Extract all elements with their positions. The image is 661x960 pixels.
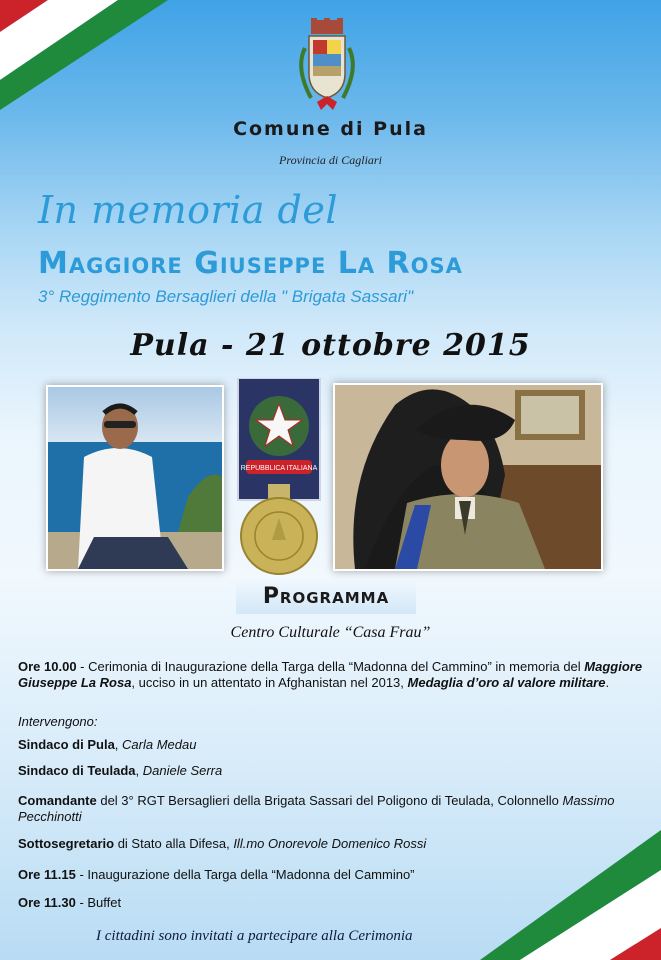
venue-name: Centro Culturale “Casa Frau” bbox=[230, 624, 431, 641]
sottosegretario-name: Ill.mo Onorevole Domenico Rossi bbox=[233, 836, 427, 851]
item-comandante bbox=[18, 793, 648, 825]
item-ore-10-text-2: , ucciso in un attentato in Afghanistan nel 2013, bbox=[131, 675, 408, 690]
sindaco-pula-sep: , bbox=[114, 737, 123, 752]
item-sottosegretario bbox=[18, 836, 648, 852]
item-sindaco-pula bbox=[18, 737, 648, 753]
item-sindaco-teulada bbox=[18, 763, 648, 779]
sottosegretario-text: di Stato alla Difesa, bbox=[114, 836, 234, 851]
photo-officer bbox=[333, 383, 603, 571]
memoria-heading: In memoria del bbox=[38, 188, 339, 232]
provincia-subtitle: Provincia di Cagliari bbox=[279, 153, 382, 167]
intervengono-label bbox=[18, 714, 648, 730]
item-ore-10-text: - Cerimonia di Inaugurazione della Targa della “Madonna del Cammino” in memoria del bbox=[76, 659, 585, 674]
medal-ribbon-text: REPUBBLICA ITALIANA bbox=[240, 465, 318, 472]
maggiore-name: Maggiore Giuseppe La Rosa bbox=[38, 246, 463, 281]
reggimento-line: 3° Reggimento Bersaglieri della " Brigata Sassari" bbox=[38, 287, 414, 306]
sindaco-pula-role: Sindaco di Pula bbox=[18, 737, 115, 752]
sottosegretario-role: Sottosegretario bbox=[18, 836, 115, 851]
ore-11-15-time: Ore 11.15 bbox=[18, 867, 76, 882]
sindaco-teulada-role: Sindaco di Teulada bbox=[18, 763, 136, 778]
item-ore-11-30 bbox=[18, 895, 648, 911]
ore-11-15-text: - Inaugurazione della Targa della “Madonna del Cammino” bbox=[75, 867, 415, 882]
programma-heading: Programma bbox=[236, 580, 416, 614]
intervengono-text: Intervengono: bbox=[18, 714, 98, 729]
item-ore-11-15 bbox=[18, 867, 648, 883]
invitation-footer: I cittadini sono invitati a partecipare alla Cerimonia bbox=[96, 928, 413, 944]
comandante-role: Comandante bbox=[18, 793, 97, 808]
event-date: Pula - 21 ottobre 2015 bbox=[130, 328, 531, 363]
item-ore-10-time: Ore 10.00 bbox=[18, 659, 77, 674]
item-ore-10-text-3: . bbox=[605, 675, 610, 690]
comandante-name: Massimo Pecchinotti bbox=[18, 793, 615, 824]
item-ore-10-name: Maggiore Giuseppe La Rosa bbox=[18, 659, 643, 690]
sindaco-pula-name: Carla Medau bbox=[122, 737, 197, 752]
comandante-text: del 3° RGT Bersaglieri della Brigata Sassari del Poligono di Teulada, Colonnello bbox=[96, 793, 563, 808]
photo-civilian bbox=[46, 385, 224, 571]
ore-11-30-text: - Buffet bbox=[75, 895, 122, 910]
sindaco-teulada-sep: , bbox=[135, 763, 143, 778]
ore-11-30-time: Ore 11.30 bbox=[18, 895, 76, 910]
item-ore-10-medaglia: Medaglia d’oro al valore militare bbox=[407, 675, 606, 690]
comune-title: Comune di Pula bbox=[233, 118, 428, 140]
comune-crest-icon bbox=[291, 18, 363, 112]
gold-medal bbox=[234, 378, 324, 578]
item-ore-10 bbox=[18, 659, 648, 691]
tricolor-top-left bbox=[0, 0, 170, 110]
sindaco-teulada-name: Daniele Serra bbox=[142, 763, 223, 778]
